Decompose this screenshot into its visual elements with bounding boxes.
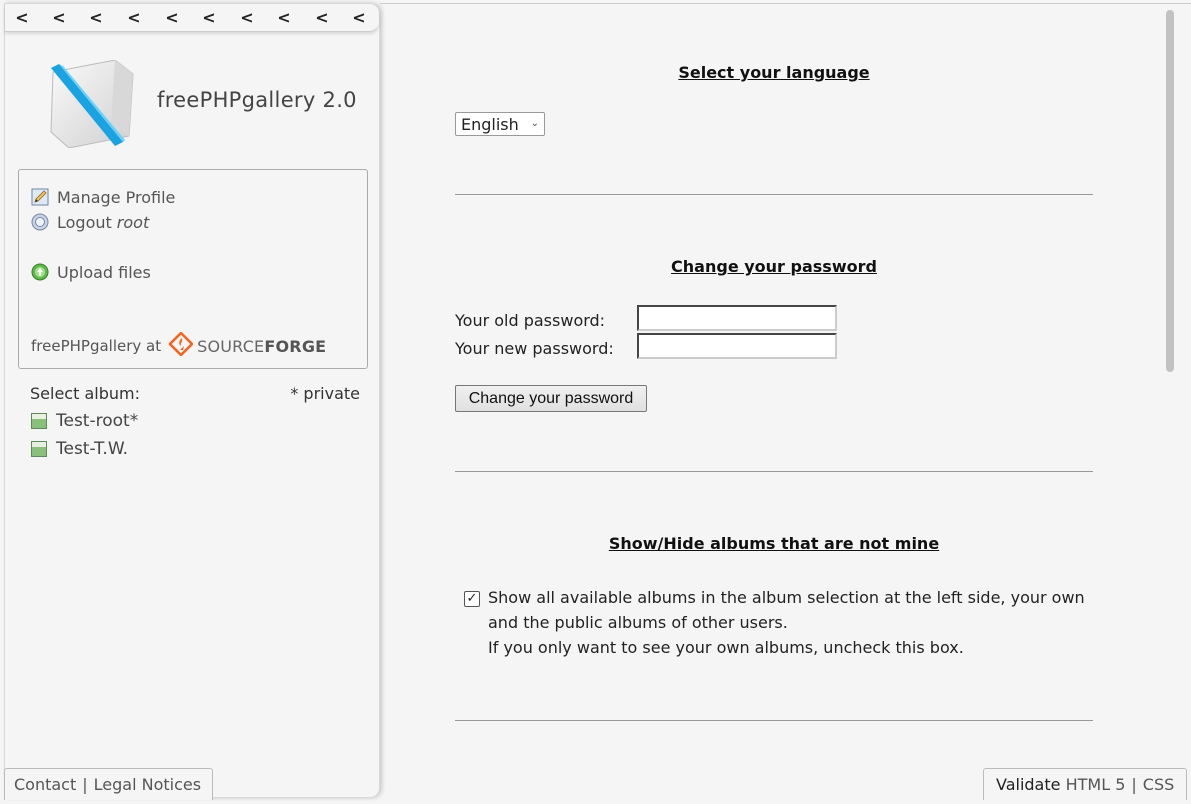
album-label: Test-T.W. xyxy=(56,439,129,459)
main-scrollbar[interactable] xyxy=(1166,10,1174,770)
new-password-field[interactable] xyxy=(637,333,837,359)
logout-label: Logout xyxy=(57,212,112,232)
album-heading: Select album: xyxy=(30,384,140,403)
section-divider xyxy=(455,194,1093,195)
sourceforge-link[interactable] xyxy=(169,332,326,360)
checkbox-description-line3: If you only want to see your own albums, uncheck this box. xyxy=(488,638,964,657)
sidebar xyxy=(4,3,380,798)
scrollbar-thumb[interactable] xyxy=(1166,10,1174,372)
language-select[interactable] xyxy=(455,112,545,136)
validate-css-link[interactable]: CSS xyxy=(1142,775,1175,794)
album-label: Test-root* xyxy=(56,411,139,431)
chevron-left-icon[interactable]: < xyxy=(240,8,254,27)
app-logo-icon xyxy=(45,60,137,148)
app-title: freePHPgallery 2.0 xyxy=(157,88,357,112)
upload-files-label: Upload files xyxy=(57,262,151,282)
logout-link[interactable] xyxy=(31,212,149,232)
chevron-left-icon[interactable]: < xyxy=(89,8,103,27)
chevron-left-icon[interactable]: < xyxy=(15,8,29,27)
checkbox-description-line1: Show all available albums in the album selection at the left side, your own xyxy=(488,588,1085,607)
old-password-label: Your old password: xyxy=(455,311,606,330)
chevron-down-icon: ⌄ xyxy=(530,118,539,129)
chevron-left-icon[interactable]: < xyxy=(202,8,216,27)
album-selection-header xyxy=(30,384,360,403)
legal-notices-link[interactable]: Legal Notices xyxy=(93,775,202,794)
footer-left xyxy=(4,768,213,800)
contact-link[interactable]: Contact xyxy=(14,775,77,794)
sourceforge-line xyxy=(31,332,326,360)
edit-profile-icon xyxy=(31,188,49,206)
top-border xyxy=(380,3,1191,4)
album-item[interactable] xyxy=(31,439,128,459)
password-section-title: Change your password xyxy=(671,257,877,276)
sidebar-collapse-bar[interactable] xyxy=(5,4,379,32)
show-all-albums-checkbox[interactable]: ✓ xyxy=(464,591,480,607)
sourceforge-brand-light: SOURCE xyxy=(197,336,265,356)
footer-separator: | xyxy=(1131,775,1137,794)
validate-html5-link[interactable]: HTML 5 xyxy=(1065,775,1126,794)
chevron-left-icon[interactable]: < xyxy=(277,8,291,27)
validate-label: Validate xyxy=(996,775,1061,794)
user-menu-panel xyxy=(18,169,368,369)
album-item[interactable] xyxy=(31,411,138,431)
footer-separator: | xyxy=(82,775,88,794)
section-divider xyxy=(455,471,1093,472)
checkbox-description-line2: and the public albums of other users. xyxy=(488,613,788,632)
chevron-left-icon[interactable]: < xyxy=(165,8,179,27)
chevron-left-icon[interactable]: < xyxy=(127,8,141,27)
language-section-title: Select your language xyxy=(678,63,870,82)
sourceforge-prefix: freePHPgallery at xyxy=(31,337,162,355)
logout-username: root xyxy=(116,212,150,232)
change-password-button[interactable]: Change your password xyxy=(455,385,647,412)
private-note: * private xyxy=(290,384,360,403)
sourceforge-brand-bold: FORGE xyxy=(264,336,327,356)
chevron-left-icon[interactable]: < xyxy=(315,8,329,27)
old-password-field[interactable] xyxy=(637,305,837,331)
chevron-left-icon[interactable]: < xyxy=(52,8,66,27)
section-divider xyxy=(455,720,1093,721)
footer-right xyxy=(983,768,1187,800)
new-password-label: Your new password: xyxy=(455,339,614,358)
manage-profile-label: Manage Profile xyxy=(57,187,176,207)
manage-profile-link[interactable] xyxy=(31,187,175,207)
albums-visibility-section-title: Show/Hide albums that are not mine xyxy=(608,534,940,553)
upload-icon xyxy=(31,263,49,281)
logout-icon xyxy=(31,213,49,231)
language-selected-value: English xyxy=(461,114,519,134)
album-image-icon xyxy=(31,441,47,457)
chevron-left-icon[interactable]: < xyxy=(352,8,366,27)
sourceforge-logo-icon xyxy=(169,332,193,360)
upload-files-link[interactable] xyxy=(31,262,151,282)
album-image-icon xyxy=(31,413,47,429)
